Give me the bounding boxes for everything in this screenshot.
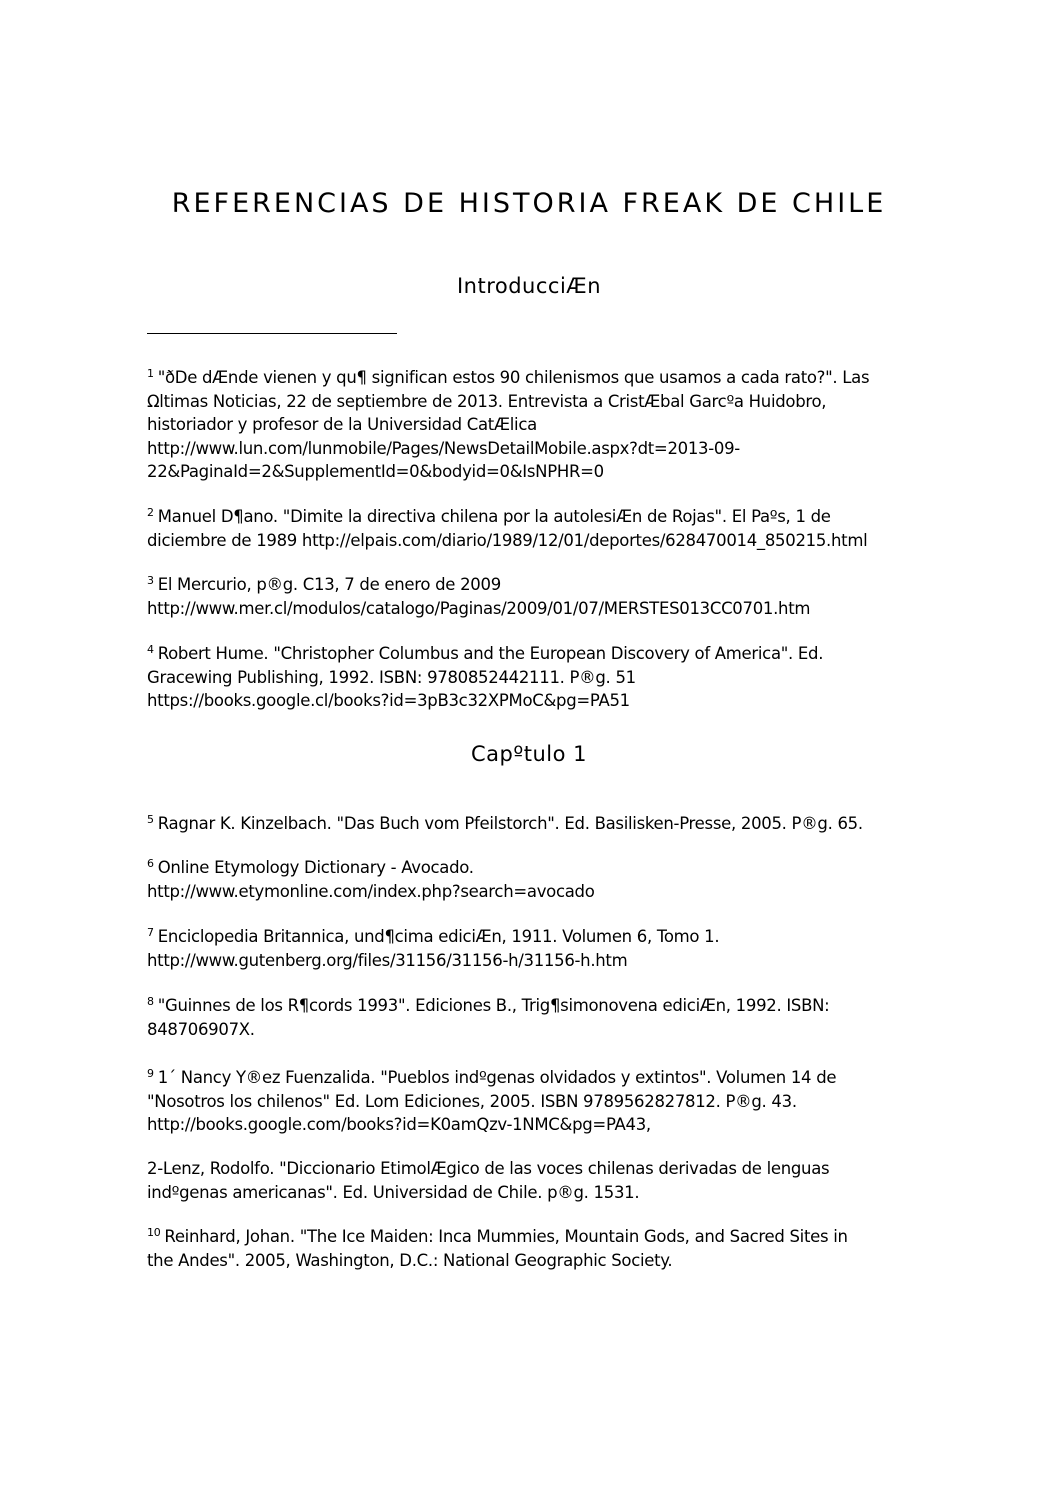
page-title: REFERENCIAS DE HISTORIA FREAK DE CHILE (171, 188, 887, 219)
footnote-1 (147, 366, 917, 484)
footnote-link: http://www.mer.cl/modulos/catalogo/Paginas/2009/01/07/MERSTES013CC0701.htm (147, 598, 811, 618)
footnote-number: 5 (147, 812, 154, 826)
footnote-text: El Mercurio, p®g. C13, 7 de enero de 2009 (157, 575, 501, 594)
footnote-text: Manuel D¶ano. "Dimite la directiva chilena por la autolesiÆn de Rojas". El Paºs, 1 de (157, 507, 831, 526)
footnote-6 (147, 856, 917, 903)
footnote-number: 7 (147, 925, 154, 939)
footnote-8 (147, 994, 917, 1041)
footnote-9-continuation (147, 1157, 917, 1204)
footnote-separator (147, 333, 397, 334)
footnote-number: 4 (147, 642, 154, 656)
footnote-text: Robert Hume. "Christopher Columbus and the European Discovery of America". Ed. (157, 644, 824, 663)
footnote-link: 22&PaginaId=2&SupplementId=0&bodyid=0&IsNPHR=0 (147, 462, 604, 481)
footnote-text: historiador y profesor de la Universidad CatÆlica (147, 415, 537, 434)
footnote-text: Online Etymology Dictionary - Avocado. (157, 858, 474, 877)
footnote-text: "ðDe dÆnde vienen y qu¶ significan estos 90 chilenismos que usamos a cada rato?". Las (157, 368, 870, 387)
footnote-2 (147, 505, 917, 552)
footnote-link: http://www.gutenberg.org/files/31156/31156-h/31156-h.htm (147, 950, 628, 970)
footnote-link: https://books.google.cl/books?id=3pB3c32XPMoC&pg=PA51 (147, 691, 630, 710)
footnote-text: diciembre de 1989 http://elpais.com/diario/1989/12/01/deportes/628470014_850215.html (147, 530, 868, 550)
footnote-number: 3 (147, 573, 154, 587)
footnote-text: "Guinnes de los R¶cords 1993". Ediciones B., Trig¶simonovena ediciÆn, 1992. ISBN: (157, 996, 830, 1015)
footnote-text: 2-Lenz, Rodolfo. "Diccionario EtimolÆgico de las voces chilenas derivadas de lenguas (147, 1159, 830, 1178)
section-heading-intro: IntroducciÆn (456, 274, 602, 298)
footnote-text: Enciclopedia Britannica, und¶cima ediciÆn, 1911. Volumen 6, Tomo 1. (157, 927, 720, 946)
footnote-link: http://books.google.com/books?id=K0amQzv-1NMC&pg=PA43, (147, 1115, 651, 1134)
footnote-number: 2 (147, 505, 154, 519)
footnote-text: Ragnar K. Kinzelbach. "Das Buch vom Pfeilstorch". Ed. Basilisken-Presse, 2005. P®g. 65. (157, 814, 863, 833)
footnote-text: the Andes". 2005, Washington, D.C.: National Geographic Society. (147, 1250, 673, 1270)
footnote-7 (147, 925, 917, 972)
footnote-number: 6 (147, 856, 154, 870)
footnote-text: Reinhard, Johan. "The Ice Maiden: Inca Mummies, Mountain Gods, and Sacred Sites in (164, 1227, 848, 1246)
footnote-text: 848706907X. (147, 1019, 255, 1039)
footnote-text: Ωltimas Noticias, 22 de septiembre de 2013. Entrevista a CristÆbal Garcºa Huidobro, (147, 391, 827, 411)
footnote-number: 8 (147, 994, 154, 1008)
footnote-3 (147, 573, 917, 620)
footnote-number: 10 (147, 1225, 161, 1239)
footnote-text: 1´ Nancy Y®ez Fuenzalida. "Pueblos indºgenas olvidados y extintos". Volumen 14 de (157, 1068, 837, 1087)
footnote-text: "Nosotros los chilenos" Ed. Lom Ediciones, 2005. ISBN 9789562827812. P®g. 43. (147, 1091, 797, 1111)
footnote-5 (147, 812, 917, 836)
section-heading-chapter-1: Capºtulo 1 (470, 742, 588, 766)
footnote-number: 1 (147, 366, 154, 380)
footnote-text: Gracewing Publishing, 1992. ISBN: 9780852442111. P®g. 51 (147, 667, 636, 687)
footnote-text: indºgenas americanas". Ed. Universidad de Chile. p®g. 1531. (147, 1182, 640, 1202)
footnote-4 (147, 642, 917, 713)
footnote-link: http://www.lun.com/lunmobile/Pages/NewsDetailMobile.aspx?dt=2013-09- (147, 438, 740, 458)
footnote-9 (147, 1066, 917, 1137)
footnote-number: 9 (147, 1066, 154, 1080)
footnote-link: http://www.etymonline.com/index.php?search=avocado (147, 881, 595, 901)
footnote-10 (147, 1225, 917, 1272)
